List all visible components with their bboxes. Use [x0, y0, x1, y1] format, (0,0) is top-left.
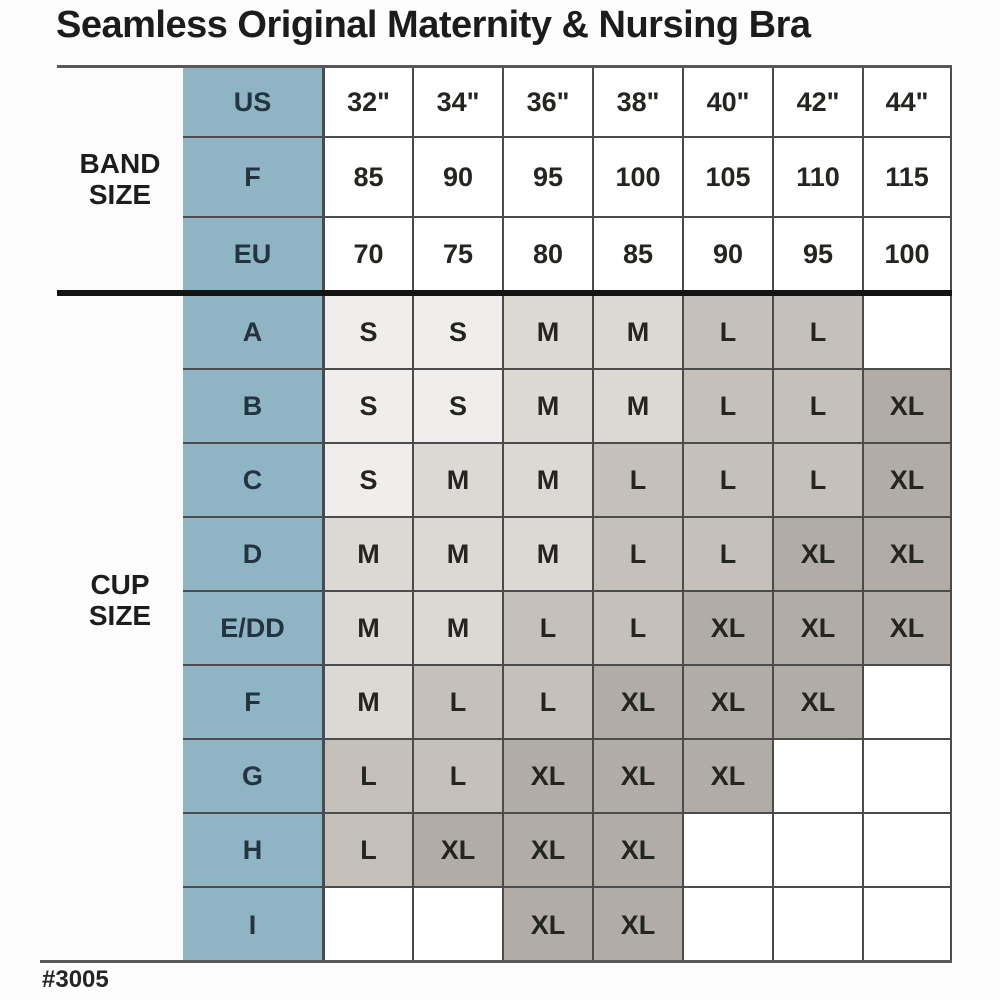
- size-cell: M: [592, 296, 682, 370]
- size-cell: M: [412, 518, 502, 592]
- size-cell: XL: [682, 666, 772, 740]
- size-cell: XL: [502, 814, 592, 888]
- size-cell: L: [682, 296, 772, 370]
- size-cell: XL: [862, 444, 952, 518]
- size-cell: [772, 740, 862, 814]
- size-cell: L: [772, 444, 862, 518]
- band-cell: 80: [502, 218, 592, 290]
- size-cell: L: [322, 814, 412, 888]
- size-cell: L: [592, 444, 682, 518]
- size-cell: M: [322, 666, 412, 740]
- row-header-g: G: [183, 740, 322, 814]
- size-cell: M: [412, 444, 502, 518]
- band-cell: 100: [862, 218, 952, 290]
- size-cell: XL: [682, 592, 772, 666]
- row-header-f: F: [183, 138, 322, 218]
- size-cell: [862, 814, 952, 888]
- size-cell: XL: [862, 592, 952, 666]
- size-cell: XL: [592, 888, 682, 962]
- row-header-i: I: [183, 888, 322, 962]
- size-cell: XL: [592, 814, 682, 888]
- row-header-c: C: [183, 444, 322, 518]
- cup-size-label: CUP SIZE: [88, 568, 152, 631]
- band-cell: 44": [862, 68, 952, 138]
- size-cell: L: [772, 370, 862, 444]
- size-cell: S: [322, 444, 412, 518]
- size-cell: XL: [412, 814, 502, 888]
- band-cell: 85: [592, 218, 682, 290]
- band-cell: 85: [322, 138, 412, 218]
- size-cell: [682, 888, 772, 962]
- size-cell: [862, 740, 952, 814]
- style-number: #3005: [42, 966, 109, 993]
- page-title: Seamless Original Maternity & Nursing Bra: [56, 4, 811, 46]
- size-cell: [862, 888, 952, 962]
- size-cell: S: [322, 370, 412, 444]
- band-cell: 34": [412, 68, 502, 138]
- size-cell: L: [682, 370, 772, 444]
- size-cell: M: [502, 296, 592, 370]
- size-cell: [772, 888, 862, 962]
- size-cell: M: [322, 592, 412, 666]
- size-cell: [412, 888, 502, 962]
- band-cell: 115: [862, 138, 952, 218]
- band-cell: 95: [502, 138, 592, 218]
- band-size-label: BAND SIZE: [79, 147, 161, 210]
- size-cell: S: [412, 296, 502, 370]
- size-cell: L: [682, 518, 772, 592]
- size-cell: [682, 814, 772, 888]
- size-cell: L: [772, 296, 862, 370]
- size-cell: L: [592, 518, 682, 592]
- size-cell: M: [502, 444, 592, 518]
- band-cell: 95: [772, 218, 862, 290]
- size-cell: L: [592, 592, 682, 666]
- band-cell: 36": [502, 68, 592, 138]
- size-cell: L: [322, 740, 412, 814]
- size-cell: M: [412, 592, 502, 666]
- band-cell: 90: [412, 138, 502, 218]
- row-header-b: B: [183, 370, 322, 444]
- band-cell: 42": [772, 68, 862, 138]
- row-header-d: D: [183, 518, 322, 592]
- size-cell: XL: [862, 518, 952, 592]
- size-cell: XL: [772, 518, 862, 592]
- band-cell: 90: [682, 218, 772, 290]
- size-cell: M: [502, 370, 592, 444]
- size-cell: XL: [682, 740, 772, 814]
- band-cell: 100: [592, 138, 682, 218]
- size-cell: XL: [502, 888, 592, 962]
- band-cell: 105: [682, 138, 772, 218]
- size-cell: M: [502, 518, 592, 592]
- size-cell: L: [412, 666, 502, 740]
- size-cell: XL: [862, 370, 952, 444]
- band-cell: 75: [412, 218, 502, 290]
- size-cell: M: [592, 370, 682, 444]
- band-cell: 70: [322, 218, 412, 290]
- size-cell: L: [502, 666, 592, 740]
- size-cell: XL: [772, 592, 862, 666]
- size-cell: S: [412, 370, 502, 444]
- size-cell: [772, 814, 862, 888]
- size-cell: XL: [772, 666, 862, 740]
- band-cell: 38": [592, 68, 682, 138]
- size-cell: XL: [592, 666, 682, 740]
- size-cell: L: [682, 444, 772, 518]
- row-header-e-dd: E/DD: [183, 592, 322, 666]
- size-cell: M: [322, 518, 412, 592]
- table-bottom-rule: [40, 960, 952, 963]
- size-table: [57, 65, 952, 962]
- size-cell: L: [502, 592, 592, 666]
- row-header-eu: EU: [183, 218, 322, 290]
- row-header-f: F: [183, 666, 322, 740]
- row-header-a: A: [183, 296, 322, 370]
- size-cell: L: [412, 740, 502, 814]
- size-cell: [322, 888, 412, 962]
- size-cell: XL: [502, 740, 592, 814]
- row-header-us: US: [183, 68, 322, 138]
- row-header-h: H: [183, 814, 322, 888]
- band-cell: 110: [772, 138, 862, 218]
- band-cell: 32": [322, 68, 412, 138]
- size-cell: [862, 666, 952, 740]
- band-cell: 40": [682, 68, 772, 138]
- size-cell: S: [322, 296, 412, 370]
- size-cell: XL: [592, 740, 682, 814]
- size-cell: [862, 296, 952, 370]
